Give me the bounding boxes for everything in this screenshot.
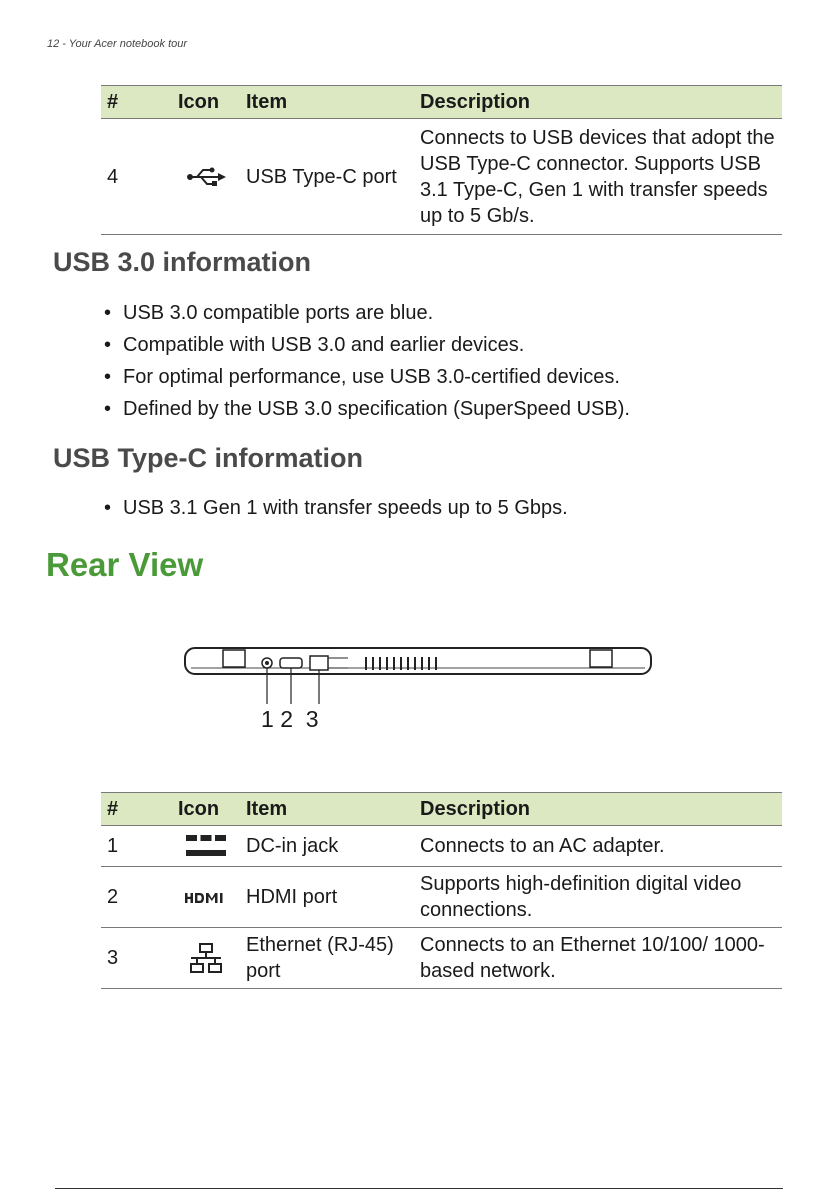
usb-port-table bbox=[101, 85, 782, 235]
table-row bbox=[101, 826, 782, 867]
callout-3: 3 bbox=[305, 706, 319, 732]
rear-view-port-table bbox=[101, 792, 782, 989]
list-item: • USB 3.0 compatible ports are blue. bbox=[104, 297, 630, 329]
figure-callouts bbox=[261, 706, 319, 733]
header-num: # bbox=[101, 86, 172, 119]
list-item: • USB 3.1 Gen 1 with transfer speeds up to 5 Gbps. bbox=[104, 492, 568, 524]
usbc-heading: USB Type-C information bbox=[53, 443, 363, 473]
table-row bbox=[101, 867, 782, 928]
row-description: Supports high-definition digital video connections. bbox=[414, 867, 782, 928]
hdmi-icon bbox=[172, 867, 240, 928]
table-row bbox=[101, 928, 782, 989]
running-head: 12 - Your Acer notebook tour bbox=[47, 38, 188, 50]
usb-icon bbox=[172, 119, 240, 235]
header-icon: Icon bbox=[172, 86, 240, 119]
usbc-bullet-list bbox=[104, 492, 568, 524]
callout-1: 1 bbox=[261, 706, 274, 732]
row-description: Connects to an Ethernet 10/100/ 1000-based network. bbox=[414, 928, 782, 989]
row-item: Ethernet (RJ-45) port bbox=[240, 928, 414, 989]
dc-in-icon bbox=[172, 826, 240, 867]
list-item: • For optimal performance, use USB 3.0-certified devices. bbox=[104, 361, 630, 393]
row-item: DC-in jack bbox=[240, 826, 414, 867]
row-num: 4 bbox=[101, 119, 172, 235]
header-num: # bbox=[101, 793, 172, 826]
rear-view-illustration bbox=[183, 642, 653, 732]
row-item: HDMI port bbox=[240, 867, 414, 928]
table-row bbox=[101, 119, 782, 235]
header-icon: Icon bbox=[172, 793, 240, 826]
rear-view-heading: Rear View bbox=[46, 546, 204, 583]
ethernet-icon bbox=[172, 928, 240, 989]
table-header-row bbox=[101, 793, 782, 826]
row-num: 1 bbox=[101, 826, 172, 867]
header-item: Item bbox=[240, 793, 414, 826]
usb30-bullet-list bbox=[104, 297, 630, 425]
row-num: 2 bbox=[101, 867, 172, 928]
list-item: • Compatible with USB 3.0 and earlier devices. bbox=[104, 329, 630, 361]
header-description: Description bbox=[414, 793, 782, 826]
header-item: Item bbox=[240, 86, 414, 119]
table-header-row bbox=[101, 86, 782, 119]
row-item: USB Type-C port bbox=[240, 119, 414, 235]
row-description: Connects to USB devices that adopt the USB Type-C connector. Supports USB 3.1 Type-C, Gen 1 with transfer speeds up to 5 Gb/s. bbox=[414, 119, 782, 235]
callout-2: 2 bbox=[280, 706, 293, 732]
row-num: 3 bbox=[101, 928, 172, 989]
header-description: Description bbox=[414, 86, 782, 119]
footer-rule bbox=[55, 1188, 783, 1189]
usb30-heading: USB 3.0 information bbox=[53, 247, 312, 277]
list-item: • Defined by the USB 3.0 specification (SuperSpeed USB). bbox=[104, 393, 630, 425]
row-description: Connects to an AC adapter. bbox=[414, 826, 782, 867]
